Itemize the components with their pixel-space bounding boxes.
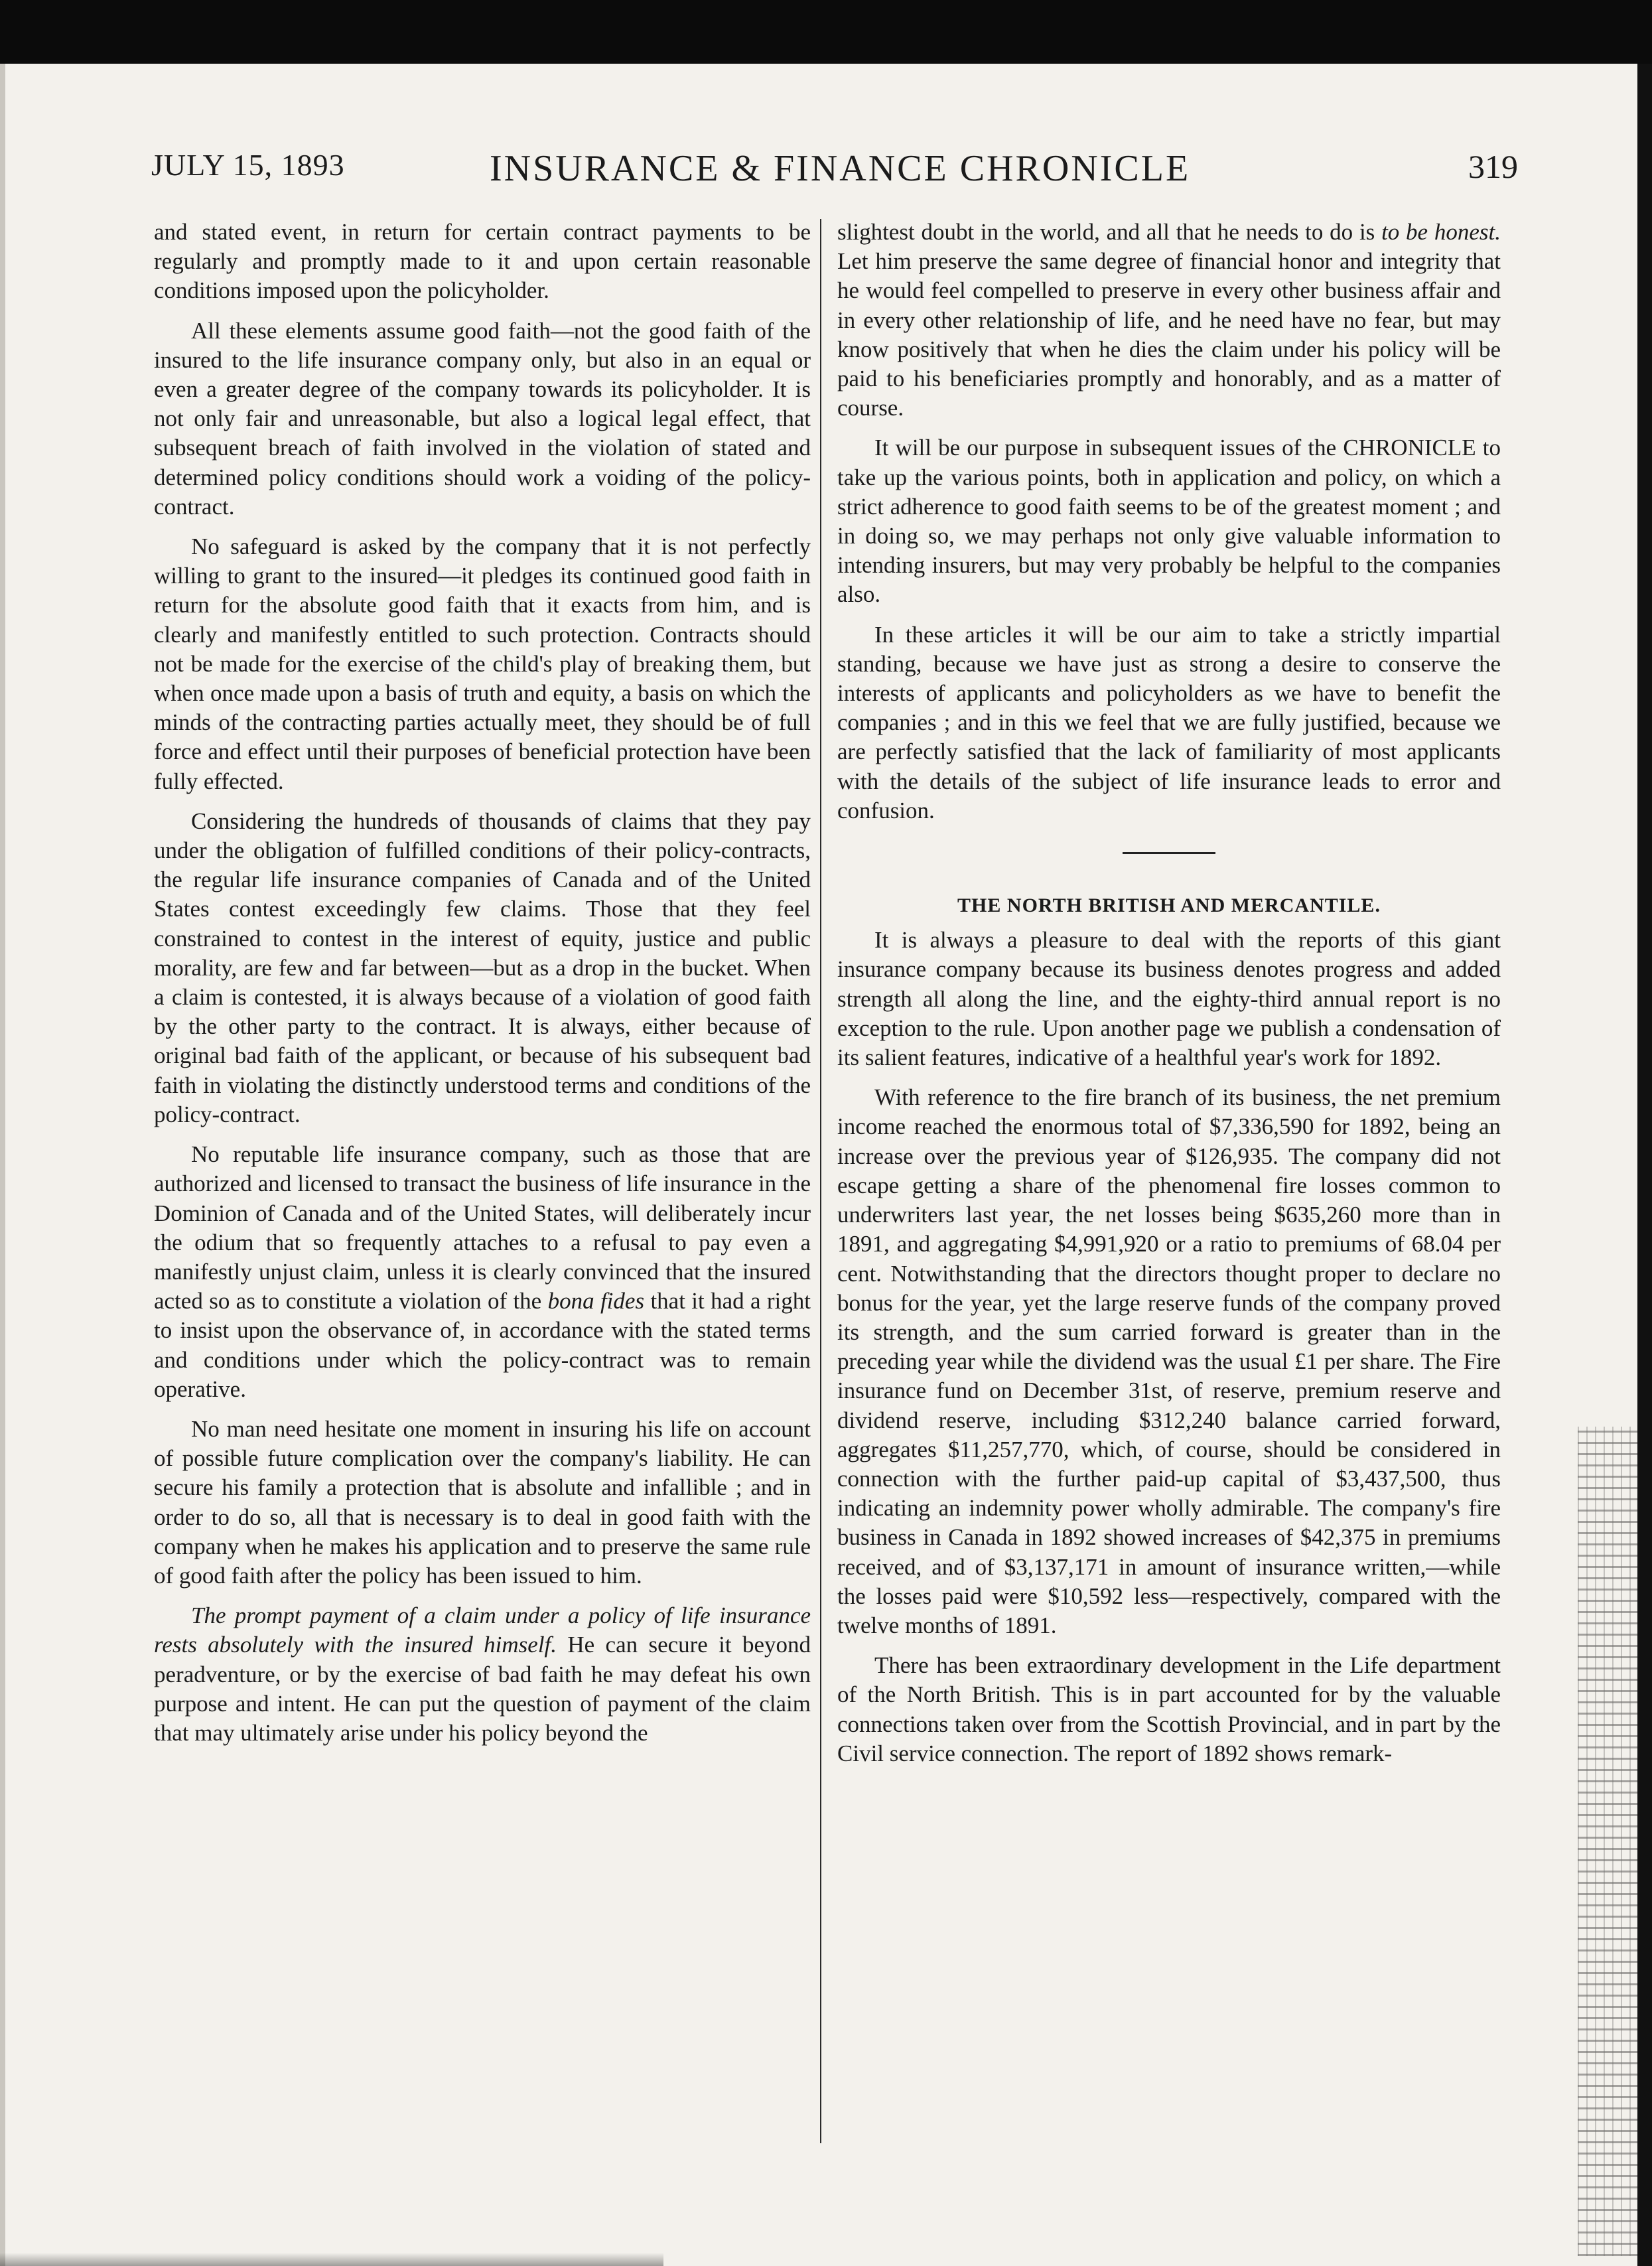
section-rule <box>1123 852 1215 854</box>
left-column <box>154 218 811 1748</box>
italic-text: bona fides <box>547 1288 645 1314</box>
paragraph <box>837 218 1501 423</box>
paragraph: and stated event, in return for certain contract payments to be regularly and promptly made to it and upon certain reasonable conditions imposed upon the policyholder. <box>154 219 811 304</box>
scan-right-edge <box>1637 64 1652 2266</box>
publication-title: INSURANCE & FINANCE CHRONICLE <box>490 148 1191 189</box>
column-divider <box>820 219 821 2143</box>
paragraph: No safeguard is asked by the company that it is not perfectly willing to grant to the insured—it pledges its continued good faith in return for the absolute good faith that it exacts from him, and is clearly and manifestly entitled to such protection. Contracts should not be made for the exercise of the child's play of breaking them, but when once made upon a basis of truth and equity, a basis on which the minds of the contracting parties actually meet, they should be of full force and effect until their purposes of beneficial protection have been fully effected. <box>154 533 811 794</box>
italic-text: The prompt payment of a claim under a policy of life insurance rests absolutely with the insured himself. <box>154 1602 811 1658</box>
scan-top-edge <box>0 0 1652 64</box>
paragraph <box>154 1140 811 1404</box>
issue-date: JULY 15, 1893 <box>151 148 345 182</box>
right-column <box>837 218 1501 1768</box>
italic-text: to be honest. <box>1381 219 1501 245</box>
paragraph: In these articles it will be our aim to take a strictly impartial standing, because we have just as strong a desire to conserve the interests of applicants and policyholders as we have to benefit the companies ; and in this we feel that we are fully justified, because we are perfectly satisfied that the lack of familiarity of most applicants with the details of the subject of life insurance leads to error and confusion. <box>837 621 1501 823</box>
paragraph: Considering the hundreds of thousands of claims that they pay under the obligation of fulfilled conditions of their policy-contracts, the regular life insurance companies of Canada and of the United States contest exceedingly few claims. Those that they feel constrained to contest in the interest of equity, justice and public morality, are few and far between—but as a drop in the bucket. When a claim is contested, it is always because of a violation of good faith by the other party to the contract. It is always, either because of original bad faith of the applicant, or because of his subsequent bad faith in violating the distinctly understood terms and conditions of the policy-contract. <box>154 808 811 1127</box>
paragraph: There has been extraordinary development in the Life department of the North British. This is in part accounted for by the valuable connections taken over from the Scottish Provincial, and in part by the Civil service connection. The report of 1892 shows remark- <box>837 1652 1501 1766</box>
paragraph: All these elements assume good faith—not the good faith of the insured to the life insurance company only, but also in an equal or even a greater degree of the company towards its policyholder. It is not only fair and unreasonable, but also a logical legal effect, that subsequent breach of faith involved in the violation of stated and determined policy conditions should work a voiding of the policy-contract. <box>154 317 811 520</box>
text-run: He can secure it beyond peradventure, or by the exercise of bad faith he may defeat his own purpose and intent. He can put the question of payment of the claim that may ultimately arise under his policy beyond the <box>154 1632 811 1746</box>
scan-noise <box>1578 1427 1637 2256</box>
scan-left-edge <box>0 64 5 2266</box>
paragraph <box>154 1601 811 1748</box>
section-heading: THE NORTH BRITISH AND MERCANTILE. <box>957 894 1381 917</box>
running-header <box>151 147 1518 194</box>
scan-bottom-edge <box>0 2253 663 2266</box>
text-run: slightest doubt in the world, and all that he needs to do is <box>837 219 1382 245</box>
text-run: No reputable life insurance company, such as those that are authorized and licensed to transact the business of life insurance in the Dominion of Canada and of the United States, will deliberately incur the odium that so frequently attaches to a refusal to pay even a manifestly unjust claim, unless it is clearly convinced that the insured acted so as to constitute a violation of the <box>154 1141 811 1314</box>
page-number: 319 <box>1468 148 1518 185</box>
paragraph: It will be our purpose in subsequent issues of the CHRONICLE to take up the various points, both in application and policy, on which a strict adherence to good faith seems to be of the greatest moment ; and in doing so, we may perhaps not only give valuable information to intending insurers, but may very probably be helpful to the companies also. <box>837 435 1501 608</box>
paragraph: It is always a pleasure to deal with the reports of this giant insurance company because its business denotes progress and added strength all along the line, and the eighty-third annual report is no exception to the rule. Upon another page we publish a condensation of its salient features, indicative of a healthful year's work for 1892. <box>837 927 1501 1071</box>
paragraph: No man need hesitate one moment in insuring his life on account of possible future complication over the company's liability. He can secure his family a protection that is absolute and infallible ; and in order to do so, all that is necessary is to deal in good faith with the company when he makes his application and to preserve the same rule of good faith after the policy has been issued to him. <box>154 1415 811 1589</box>
text-run: Let him preserve the same degree of financial honor and integrity that he would feel compelled to preserve in every other business affair and in every other relationship of life, and he need have no fear, but may know positively that when he dies the claim under his policy will be paid to his beneficiaries promptly and honorably, and as a matter of course. <box>837 248 1501 421</box>
paragraph: With reference to the fire branch of its business, the net premium income reached the enormous total of $7,336,590 for 1892, being an increase over the previous year of $126,935. The company did not escape getting a share of the phenomenal fire losses common to underwriters last year, the net losses being $635,260 more than in 1891, and aggregating $4,991,920 or a ratio to premiums of 68.04 per cent. Notwithstanding that the directors thought proper to declare no bonus for the year, yet the large reserve funds of the company proved its strength, and the sum carried forward is greater than in the preceding year while the dividend was the usual £1 per share. The Fire insurance fund on December 31st, of reserve, premium reserve and dividend reserve, including $312,240 balance carried forward, aggregates $11,257,770, which, of course, should be considered in connection with the further paid-up capital of $3,437,500, thus indicating an indemnity power wholly admirable. The company's fire business in Canada in 1892 showed increases of $42,375 in premiums received, and of $3,137,171 in amount of insurance written,—while the losses paid were $10,592 less—respectively, compared with the twelve months of 1891. <box>837 1084 1501 1638</box>
text-run: that it had a right to insist upon the observance of, in accordance with the stated terms and conditions under which the policy-contract was to remain operative. <box>154 1288 811 1402</box>
